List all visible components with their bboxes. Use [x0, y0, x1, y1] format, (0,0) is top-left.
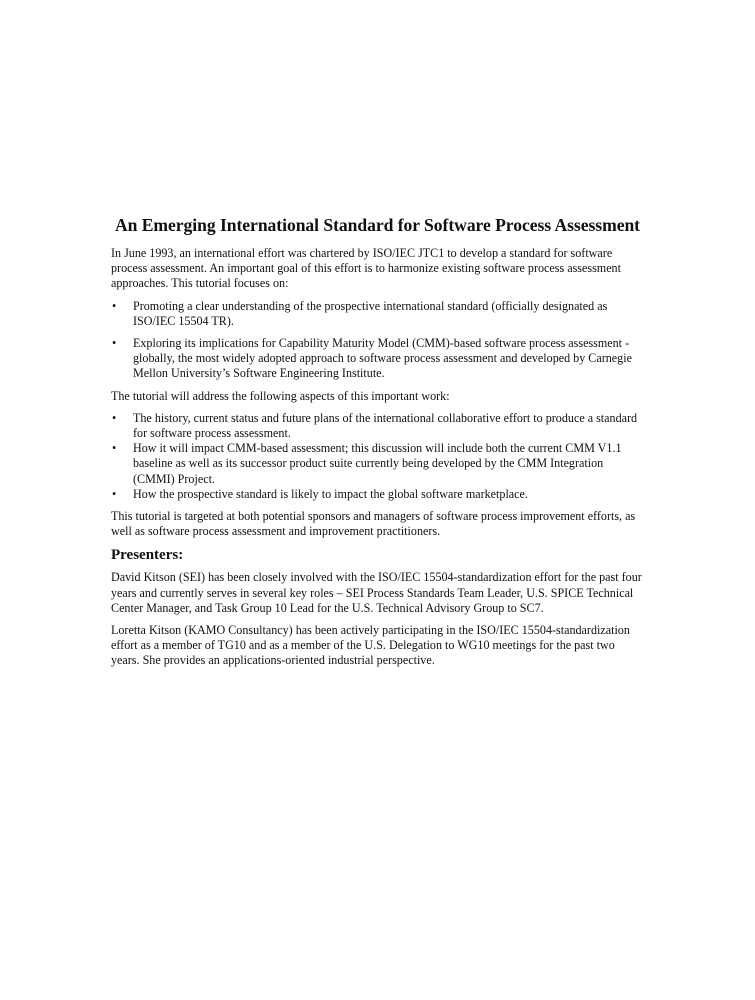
list-item [111, 441, 646, 487]
presenter-bio: Loretta Kitson (KAMO Consultancy) has been actively participating in the ISO/IEC 15504-standardization effort as a member of TG10 and as a member of the U.S. Delegation to WG10 meetings for the past two years. She provides an applications-oriented industrial perspective. [111, 623, 630, 668]
list-item [111, 336, 646, 382]
list-item-text: How the prospective standard is likely to impact the global software marketplace. [133, 486, 528, 501]
presenters-heading: Presenters: [111, 547, 184, 564]
list-item [111, 411, 646, 441]
list-item-text: Promoting a clear understanding of the prospective international standard (officially designated as ISO/IEC 15504 TR). [133, 298, 608, 328]
bullet-icon: • [112, 486, 117, 501]
bullet-icon: • [112, 298, 117, 313]
bullet-icon: • [112, 441, 117, 456]
list-item [111, 299, 646, 329]
audience-paragraph: This tutorial is targeted at both potential sponsors and managers of software process improvement efforts, as well as software process assessment and improvement practitioners. [111, 509, 636, 539]
aspects-list [111, 411, 646, 502]
list-item [111, 487, 646, 502]
document-page [111, 214, 646, 676]
bullet-icon: • [112, 410, 117, 425]
presenter-bio: David Kitson (SEI) has been closely involved with the ISO/IEC 15504-standardization effort for the past four years and currently serves in several key roles – SEI Process Standards Team Leader, U.S. SPICE Technical Center Manager, and Task Group 10 Lead for the U.S. Technical Advisory Group to SC7. [111, 570, 642, 615]
document-title: An Emerging International Standard for Software Process Assessment [115, 215, 640, 235]
list-item-text: How it will impact CMM-based assessment; this discussion will include both the current CMM V1.1 baseline as well as its successor product suite currently being developed by the CMM Integration (CMMI) Project. [133, 441, 622, 486]
focus-list [111, 299, 646, 382]
bullet-icon: • [112, 336, 117, 351]
list-item-text: Exploring its implications for Capability Maturity Model (CMM)-based software process assessment - globally, the most widely adopted approach to software process assessment and developed by Carnegie Mellon University’s Software Engineering Institute. [133, 336, 632, 381]
aspects-intro-paragraph: The tutorial will address the following aspects of this important work: [111, 388, 450, 403]
intro-paragraph: In June 1993, an international effort was chartered by ISO/IEC JTC1 to develop a standard for software process assessment. An important goal of this effort is to harmonize existing software process assessment approaches. This tutorial focuses on: [111, 246, 621, 291]
list-item-text: The history, current status and future plans of the international collaborative effort to produce a standard for software process assessment. [133, 410, 638, 441]
